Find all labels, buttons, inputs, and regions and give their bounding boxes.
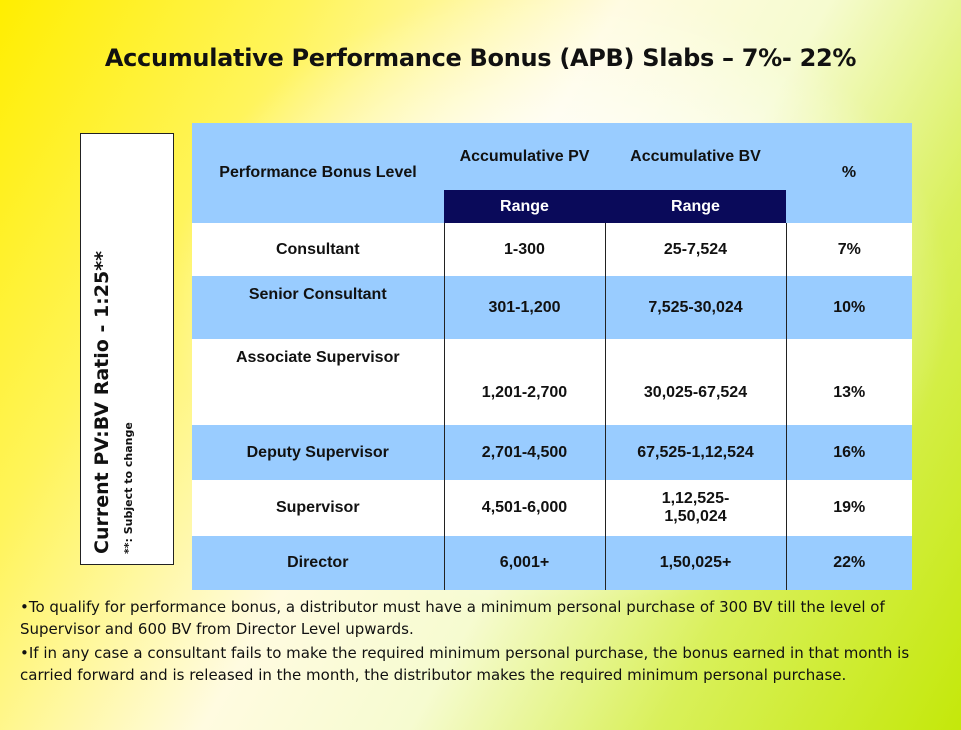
- row-bv: 1,50,025+: [605, 536, 786, 590]
- row-bv: 7,525-30,024: [605, 276, 786, 339]
- row-pv: 2,701-4,500: [444, 425, 605, 480]
- pv-bv-ratio-label: Current PV:BV Ratio - 1:25**: [91, 250, 113, 554]
- note-carry-forward: •If in any case a consultant fails to make the required minimum personal purchase, the bonus earned in that month is carried forward and is released in the month, the distributor makes the required minimum personal purchase.: [20, 644, 910, 684]
- row-percent: 16%: [786, 425, 912, 480]
- row-percent: 10%: [786, 276, 912, 339]
- row-bv: 67,525-1,12,524: [605, 425, 786, 480]
- header-accumulative-pv: Accumulative PV: [444, 123, 605, 190]
- row-percent: 13%: [786, 339, 912, 425]
- row-bv: 25-7,524: [605, 223, 786, 276]
- row-pv: 6,001+: [444, 536, 605, 590]
- row-level: Supervisor: [275, 499, 360, 516]
- header-accumulative-bv: Accumulative BV: [605, 123, 786, 190]
- header-bv-range: Range: [605, 190, 786, 223]
- row-bv: 1,12,525-1,50,024: [605, 480, 786, 536]
- header-performance-bonus-level: Performance Bonus Level: [192, 123, 444, 223]
- row-percent: 7%: [786, 223, 912, 276]
- note-minimum-purchase: •To qualify for performance bonus, a distributor must have a minimum personal purchase of 300 BV till the level of Supervisor and 600 BV from Director Level upwards.: [20, 598, 885, 638]
- table-row: [192, 223, 912, 276]
- table-row: [192, 425, 912, 480]
- header-percent: %: [786, 123, 912, 223]
- table-row: [192, 276, 912, 339]
- bonus-notes: [20, 597, 950, 689]
- row-percent: 22%: [786, 536, 912, 590]
- table-row: [192, 536, 912, 590]
- row-level: Director: [287, 554, 349, 571]
- row-level: Consultant: [275, 240, 360, 258]
- row-pv: 1-300: [444, 223, 605, 276]
- page-title: Accumulative Performance Bonus (APB) Slabs – 7%- 22%: [104, 44, 857, 72]
- row-pv: 301-1,200: [444, 276, 605, 339]
- row-level: Deputy Supervisor: [246, 443, 389, 461]
- row-percent: 19%: [786, 480, 912, 536]
- table-row: [192, 339, 912, 425]
- row-pv: 4,501-6,000: [444, 480, 605, 536]
- apb-slabs-table: [192, 123, 912, 590]
- row-level: Senior Consultant: [248, 286, 387, 303]
- table-row: [192, 480, 912, 536]
- row-level: Associate Supervisor: [235, 349, 400, 366]
- subject-to-change-note: **: Subject to change: [122, 422, 135, 554]
- header-pv-range: Range: [444, 190, 605, 223]
- row-bv: 30,025-67,524: [605, 339, 786, 425]
- row-pv: 1,201-2,700: [444, 339, 605, 425]
